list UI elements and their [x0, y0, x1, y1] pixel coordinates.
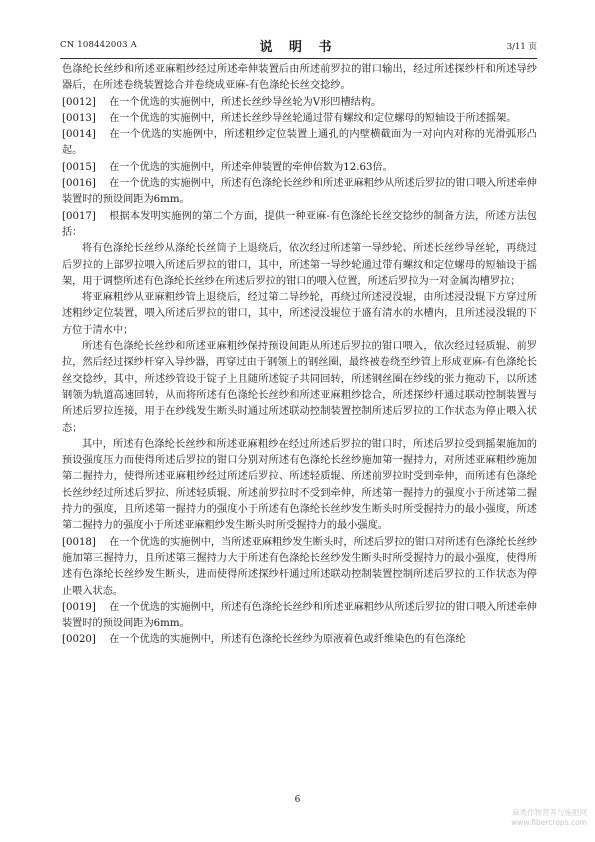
paragraph-number: [0015] [62, 161, 96, 173]
paragraph-step-4: 其中，所述有色涤纶长丝纱和所述亚麻粗纱在经过所述后罗拉的钳口时，所述后罗拉受到摇架施加的预设强度压力而使得所述后罗拉的钳口分别对所述有色涤纶长丝纱施加第一握持力，对所述亚麻粗纱施加第二握持力，使得所述亚麻粗纱经过所述后罗拉、所述轻质辊、所述前罗拉时受到牵伸，而所述有色涤纶长丝纱经过所述后罗拉、所述轻质辊、所述前罗拉时不受到牵伸，所述第一握持力的强度小于所述第二握持力的强度，且所述第一握持力的强度小于所述有色涤纶长丝纱发生断头时所受握持力的最小强度，所述第二握持力的强度小于所述亚麻粗纱发生断头时所受握持力的最小强度。 [62, 438, 537, 532]
page-count-label: 3/11 页 [506, 42, 537, 52]
paragraph-number: [0013] [62, 112, 96, 124]
paragraph-number: [0019] [62, 601, 96, 613]
paragraph-0020: [0020] 在一个优选的实施例中，所述有色涤纶长丝纱为原液着色或纤维染色的有色涤纶 [62, 632, 537, 648]
watermark-url: www.fibercrops.com [511, 818, 587, 827]
paragraph-0014: [0014] 在一个优选的实施例中，所述粗纱定位装置上通孔的内壁横截面为一对向内对称的光滑弧形凸起。 [62, 129, 537, 157]
paragraph-0019: [0019] 在一个优选的实施例中，所述有色涤纶长丝纱和所述亚麻粗纱从所述后罗拉的钳口喂入所述牵伸装置时的预设间距为6mm。 [62, 601, 537, 630]
paragraph-step-1: 将有色涤纶长丝纱从涤纶长丝筒子上退绕后，依次经过所述第一导纱轮、所述长丝纱导丝轮，再绕过后罗拉的上部罗拉喂入所述后罗拉的钳口，其中，所述第一导纱轮通过带有螺纹和定位螺母的短轴设于摇架，用于调整所述有色涤纶长丝纱在所述后罗拉的钳口的喂入位置，所述后罗拉为一对金属沟槽罗拉； [62, 243, 537, 287]
paragraph-number: [0014] [62, 129, 96, 141]
paragraph-number: [0017] [62, 210, 96, 222]
site-watermark [437, 808, 587, 828]
page-header [60, 36, 537, 59]
document-body [62, 62, 537, 649]
paragraph-step-3: 所述有色涤纶长丝纱和所述亚麻粗纱保持预设间距从所述后罗拉的钳口喂入，依次经过轻质辊、前罗拉，然后经过探纱杆穿入导纱器，再穿过由于钢领上的钢丝圈，最终被卷绕至纱管上形成亚麻-有色涤纶长丝交捻纱，其中，所述纱管设于锭子上且随所述锭子共同回转，所述钢丝圈在纱线的张力拖动下，以所述钢领为轨道高速回转，从而将所述有色涤纶长丝纱和所述亚麻粗纱捻合，所述探纱杆通过联动控制装置与所述后罗拉连接，用于在纱线发生断头时通过所述联动控制装置控制所述后罗拉的工作状态为停止喂入状态； [62, 341, 537, 434]
paragraph-number: [0012] [62, 96, 96, 108]
document-number: CN 108442003 A [60, 40, 137, 50]
paragraph-continuation: 色涤纶长丝纱和所述亚麻粗纱经过所述牵伸装置后由所述前罗拉的钳口输出，经过所述探纱杆和所述导纱器后，在所述卷绕装置捻合并卷绕成亚麻-有色涤纶长丝交捻纱。 [62, 64, 537, 92]
document-section-title: 说 明 书 [259, 40, 338, 55]
paragraph-0017: [0017] 根据本发明实施例的第二个方面，提供一种亚麻-有色涤纶长丝交捻纱的制备方法，所述方法包括： [62, 210, 537, 238]
paragraph-0015: [0015] 在一个优选的实施例中，所述牵伸装置的牵伸倍数为12.63倍。 [62, 160, 537, 176]
paragraph-number: [0018] [62, 536, 96, 548]
paragraph-0016: [0016] 在一个优选的实施例中，所述有色涤纶长丝纱和所述亚麻粗纱从所述后罗拉的钳口喂入所述牵伸装置时的预设间距为6mm。 [62, 178, 537, 206]
paragraph-0013: [0013] 在一个优选的实施例中，所述长丝纱导丝轮通过带有螺纹和定位螺母的短轴设于所述摇架。 [62, 111, 537, 127]
paragraph-number: [0016] [62, 178, 96, 190]
paragraph-0018: [0018] 在一个优选的实施例中，当所述亚麻粗纱发生断头时，所述后罗拉的钳口对所述有色涤纶长丝纱施加第三握持力，且所述第三握持力大于所述有色涤纶长丝纱发生断头时所受握持力的最小强度，使得所述有色涤纶长丝纱发生断头，进而使得所述探纱杆通过所述联动控制装置控制所述后罗拉的工作状态为停止喂入状态。 [62, 536, 537, 597]
page-number: 6 [294, 795, 301, 805]
watermark-site-name: 麻类作物营养与施肥网 [512, 808, 587, 817]
paragraph-number: [0020] [62, 634, 96, 646]
paragraph-0012: [0012] 在一个优选的实施例中，所述长丝纱导丝轮为V形凹槽结构。 [62, 95, 537, 111]
paragraph-step-2: 将亚麻粗纱从亚麻粗纱管上退绕后，经过第二导纱轮，再绕过所述浸没辊，由所述浸没辊下方穿过所述粗纱定位装置，喂入所述后罗拉的钳口，其中，所述浸没辊位于盛有清水的水槽内，且所述浸没辊的下方位于清水中； [62, 292, 537, 336]
